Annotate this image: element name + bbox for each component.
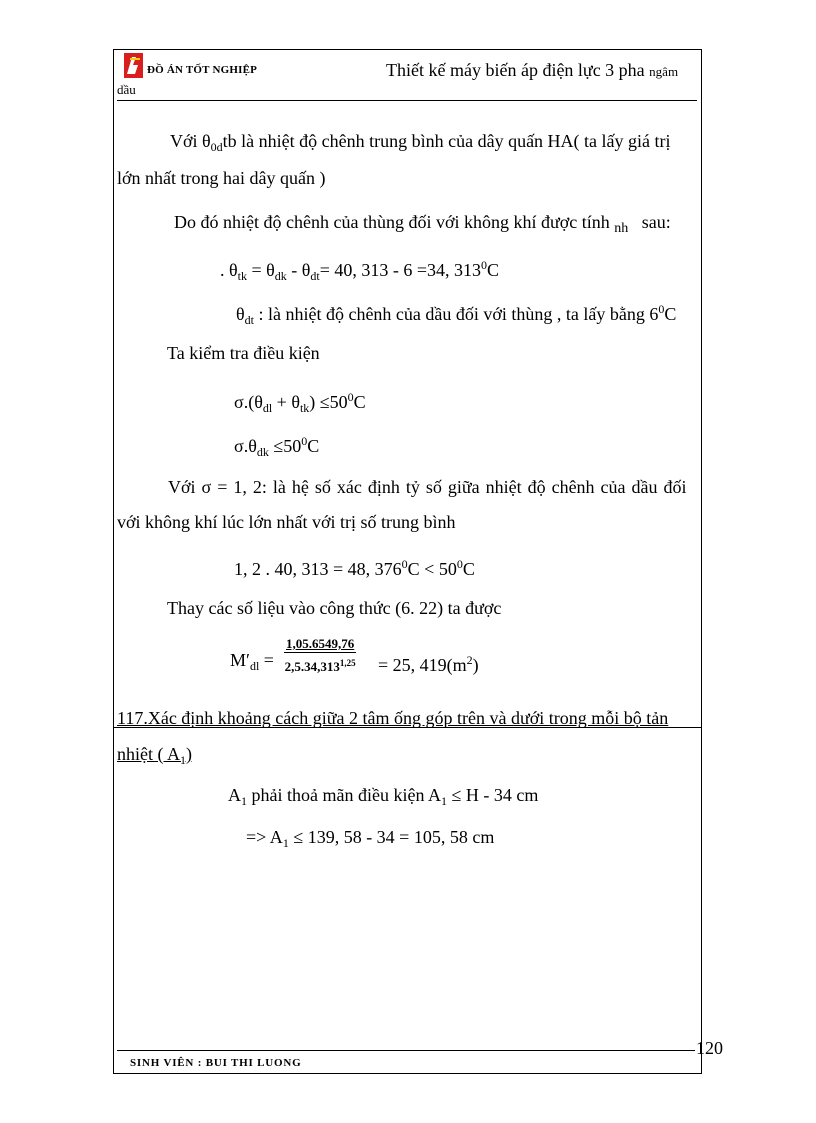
paragraph-line: Thay các số liệu vào công thức (6. 22) ta được (167, 598, 502, 618)
logo-icon (124, 53, 143, 78)
condition-1: $\sigma.(\theta_{dl} + \theta_{tk}) \le 50^0C$ (234, 390, 366, 415)
equation-check: 1, 2 . 40, 313 = 48, $376^0C < 50^0C$ (234, 557, 475, 579)
footer-student-name: SINH VIÊN : BUI THI LUONG (130, 1057, 302, 1069)
equation-m-dl-lhs: $M'_{dl}$ = (230, 650, 274, 673)
header-title-continuation: dầu (117, 82, 136, 97)
definition-theta-dt: $\theta_{dt}$ : là nhiệt độ chênh của dầu đối với thùng , ta lấy bằng $6^0C$ (236, 302, 677, 327)
header-right-title: Thiết kế máy biến áp điện lực 3 pha ngâm (386, 60, 679, 80)
section-heading: 117.Xác định khoảng cách giữa 2 tâm ống góp trên và dưới trong mỗi bộ tản (117, 708, 669, 728)
equation-m-dl-fraction: $\frac{1,05.6549,76}{2,5.34,313^{1,25}}$ (284, 636, 356, 674)
condition-2: $\sigma.\theta_{dk} \le 50^0C$ (234, 434, 320, 459)
paragraph-line: với không khí lúc lớn nhất với trị số trung bình (117, 512, 456, 532)
equation-theta-tk: . $\theta_{tk} = \theta_{dk} - \theta_{dt}= 40$, 313 - 6 =34, $313^0C$ (220, 258, 500, 283)
paragraph-line: Với $\theta_{0d}tb$ là nhiệt độ chênh trung bình của dây quấn HA( ta lấy giá trị (170, 131, 671, 154)
section-heading-cont: nhiệt ( $A_1$) (117, 744, 192, 767)
header-left-title: ĐỒ ÁN TỐT NGHIỆP (147, 64, 258, 76)
header-divider (117, 100, 697, 101)
page-number: 120 (696, 1038, 723, 1058)
paragraph-line: Với σ = 1, 2: là hệ số xác định tỷ số giữa nhiệt độ chênh của dầu đối (168, 477, 687, 497)
condition-a1: $A_1$ phải thoả mãn điều kiện $A_1 \le H - 34$ cm (228, 785, 539, 808)
paragraph-line: Ta kiểm tra điều kiện (167, 343, 320, 363)
paragraph-line: lớn nhất trong hai dây quấn ) (117, 168, 326, 188)
section-divider (113, 727, 702, 728)
result-a1: => $A_1 \le 139$, 58 - 34 = 105, 58 cm (246, 827, 495, 850)
equation-m-dl-rhs: = 25, $419(m^2)$ (378, 653, 479, 675)
footer-divider (117, 1050, 695, 1051)
paragraph-line: Do đó nhiệt độ chênh của thùng đối với không khí được tính $_{nh}$ sau: (174, 212, 671, 236)
